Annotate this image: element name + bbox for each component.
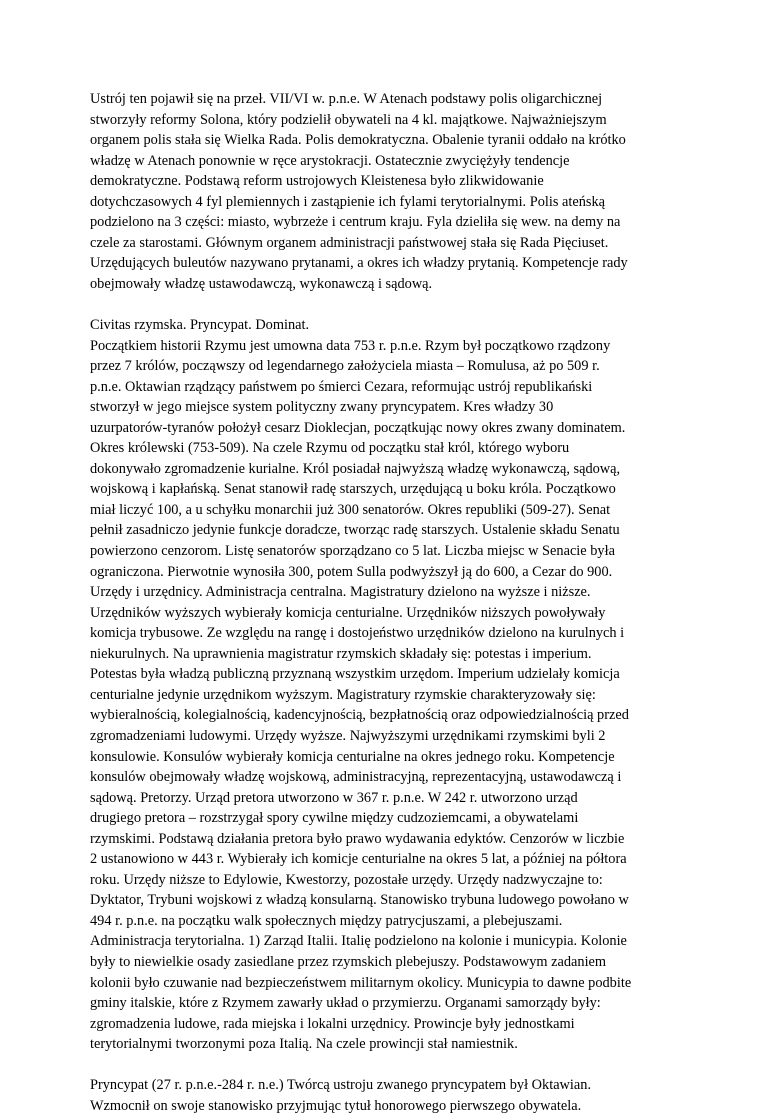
text-line: były to niewielkie osady zasiedlane przez rzymskich plebejuszy. Podstawowym zadaniem xyxy=(90,953,607,970)
paragraph-rome xyxy=(90,315,690,1055)
paragraph-principate xyxy=(90,1075,690,1116)
document-page xyxy=(90,89,690,1116)
text-line: 494 r. p.n.e. na początku walk społecznych między patrycjuszami, a plebejuszami. xyxy=(90,912,563,929)
paragraph-athens xyxy=(90,89,690,294)
text-line: konsulowie. Konsulów wybierały komicja centurialne na okres jednego roku. Kompetencje xyxy=(90,748,615,765)
text-line: Okres królewski (753-509). Na czele Rzymu od początku stał król, którego wyboru xyxy=(90,440,570,457)
text-line: niekurulnych. Na uprawnienia magistratur rzymskich składały się: potestas i imperium. xyxy=(90,645,592,662)
text-line: dotychczasowych 4 fyl plemiennych i zastąpienie ich fylami terytorialnymi. Polis ateńską xyxy=(90,193,606,210)
text-line: Urzędy i urzędnicy. Administracja centralna. Magistratury dzielono na wyższe i niższe. xyxy=(90,584,591,601)
text-line: Pryncypat (27 r. p.n.e.-284 r. n.e.) Twórcą ustroju zwanego pryncypatem był Oktawian. xyxy=(90,1077,592,1094)
paragraph-gap xyxy=(90,1055,690,1076)
text-line: władzę w Atenach ponownie w ręce arystokracji. Ostatecznie zwyciężyły tendencje xyxy=(90,152,570,169)
text-line: podzielono na 3 części: miasto, wybrzeże i centrum kraju. Fyla dzieliła się wew. na demy na xyxy=(90,214,621,231)
text-line: czele za starostami. Głównym organem administracji państwowej stała się Rada Pięciuset. xyxy=(90,234,609,251)
text-line: wybieralnością, kolegialnością, kadencyjnością, bezpłatnością oraz odpowiedzialnością przed xyxy=(90,707,629,724)
text-line: stworzyły reformy Solona, który podzielił obywateli na 4 kl. majątkowe. Najważniejszym xyxy=(90,111,607,128)
text-line: Potestas była władzą publiczną przyznaną wszystkim urzędom. Imperium udzielały komicja xyxy=(90,666,620,683)
text-line: zgromadzeniami ludowymi. Urzędy wyższe. Najwyższymi urzędnikami rzymskimi byli 2 xyxy=(90,727,606,744)
text-line: p.n.e. Oktawian rządzący państwem po śmierci Cezara, reformując ustrój republikański xyxy=(90,378,593,395)
text-line: ograniczona. Pierwotnie wynosiła 300, potem Sulla podwyższył ją do 600, a Cezar do 900. xyxy=(90,563,613,580)
text-line: kolonii było czuwanie nad bezpieczeństwem militarnym okolicy. Municypia to dawne podbite xyxy=(90,974,632,991)
section-heading: Civitas rzymska. Pryncypat. Dominat. xyxy=(90,317,310,334)
text-line: gminy italskie, które z Rzymem zawarły układ o przymierzu. Organami samorządy były: xyxy=(90,995,601,1012)
text-line: demokratyczne. Podstawą reform ustrojowych Kleistenesa było zlikwidowanie xyxy=(90,173,544,190)
text-line: konsulów obejmowały władzę wojskową, administracyjną, reprezentacyjną, ustawodawczą i xyxy=(90,769,622,786)
text-line: rzymskimi. Podstawą działania pretora było prawo wydawania edyktów. Cenzorów w liczbie xyxy=(90,830,625,847)
text-line: zgromadzenia ludowe, rada miejska i lokalni urzędnicy. Prowincje były jednostkami xyxy=(90,1015,575,1032)
text-line: przez 7 królów, począwszy od legendarnego założyciela miasta – Romulusa, aż po 509 r. xyxy=(90,358,600,375)
text-line: stworzył w jego miejsce system polityczny zwany pryncypatem. Kres władzy 30 xyxy=(90,399,554,416)
text-line: Dyktator, Trybuni wojskowi z władzą konsularną. Stanowisko trybuna ludowego powołano w xyxy=(90,892,629,909)
text-line: wojskową i kapłańską. Senat stanowił radę starszych, urzędującą u boku króla. Początkowo xyxy=(90,481,616,498)
text-line: obejmowały władzę ustawodawczą, wykonawczą i sądową. xyxy=(90,275,433,292)
text-line: 2 ustanowiono w 443 r. Wybierały ich komicje centurialne na okres 5 lat, a później na półtora xyxy=(90,851,627,868)
text-line: organem polis stała się Wielka Rada. Polis demokratyczna. Obalenie tyranii oddało na krótko xyxy=(90,132,626,149)
text-line: uzurpatorów-tyranów położył cesarz Dioklecjan, początkując nowy okres zwany dominatem. xyxy=(90,419,626,436)
text-line: Wzmocnił on swoje stanowisko przyjmując tytuł honorowego pierwszego obywatela. xyxy=(90,1097,582,1114)
text-line: komicja trybusowe. Ze względu na rangę i dostojeństwo urzędników dzielono na kurulnych i xyxy=(90,625,625,642)
text-line: centurialne jedynie urzędnikom wyższym. Magistratury rzymskie charakteryzowały się: xyxy=(90,686,596,703)
text-line: powierzono cenzorom. Listę senatorów sporządzano co 5 lat. Liczba miejsc w Senacie była xyxy=(90,543,615,560)
text-line: drugiego pretora – rozstrzygał spory cywilne między cudzoziemcami, a obywatelami xyxy=(90,810,579,827)
text-line: Początkiem historii Rzymu jest umowna data 753 r. p.n.e. Rzym był początkowo rządzony xyxy=(90,337,611,354)
paragraph-gap xyxy=(90,294,690,315)
text-line: Urzędujących buleutów nazywano prytanami, a okres ich władzy prytanią. Kompetencje rady xyxy=(90,255,628,272)
text-line: roku. Urzędy niższe to Edylowie, Kwestorzy, pozostałe urzędy. Urzędy nadzwyczajne to: xyxy=(90,871,603,888)
text-line: miał liczyć 100, a u schyłku monarchii już 300 senatorów. Okres republiki (509-27). Senat xyxy=(90,501,611,518)
text-line: dokonywało zgromadzenie kurialne. Król posiadał najwyższą władzę wykonawczą, sądową, xyxy=(90,460,621,477)
text-line: Urzędników wyższych wybierały komicja centurialne. Urzędników niższych powoływały xyxy=(90,604,606,621)
text-line: sądową. Pretorzy. Urząd pretora utworzono w 367 r. p.n.e. W 242 r. utworzono urząd xyxy=(90,789,578,806)
text-line: pełnił zasadniczo jedynie funkcje doradcze, tworząc radę starszych. Ustalenie składu Senatu xyxy=(90,522,620,539)
text-line: terytorialnymi tworzonymi poza Italią. Na czele prowincji stał namiestnik. xyxy=(90,1036,518,1053)
text-line: Administracja terytorialna. 1) Zarząd Italii. Italię podzielono na kolonie i municypia. Kolonie xyxy=(90,933,627,950)
text-line: Ustrój ten pojawił się na przeł. VII/VI w. p.n.e. W Atenach podstawy polis oligarchicznej xyxy=(90,91,603,107)
